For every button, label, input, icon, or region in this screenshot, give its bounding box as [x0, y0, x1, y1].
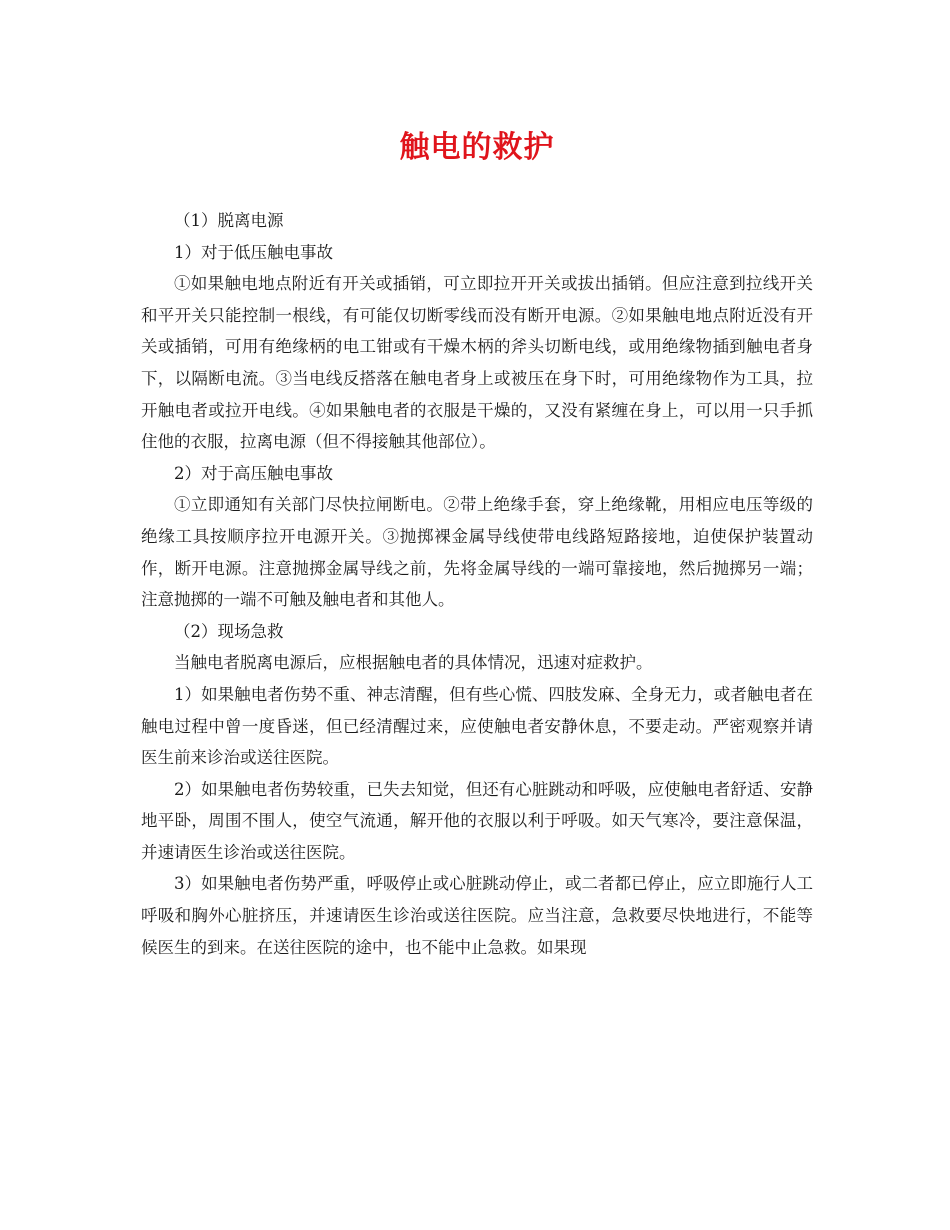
subsection-heading-high-voltage: 2）对于高压触电事故 [174, 463, 333, 483]
section-heading-1: （1）脱离电源 [174, 211, 284, 230]
section-heading-2: （2）现场急救 [174, 621, 284, 641]
paragraph-high-voltage: ①立即通知有关部门尽快拉闸断电。②带上绝缘手套，穿上绝缘靴，用相应电压等级的绝缘工具按顺序拉开电源开关。③抛掷裸金属导线使带电线路短路接地，迫使保护装置动作，断开电源。注意抛掷金属导线之前，先将金属导线的一端可靠接地，然后抛掷另一端；注意抛掷的一端不可触及触电者和其他人。 [141, 495, 813, 610]
subsection-heading-low-voltage: 1）对于低压触电事故 [174, 242, 333, 262]
page-title: 触电的救护 [399, 130, 555, 165]
paragraph-first-aid-2: 2）如果触电者伤势较重，已失去知觉，但还有心脏跳动和呼吸，应使触电者舒适、安静地平卧，周围不围人，使空气流通，解开他的衣服以利于呼吸。如天气寒冷，要注意保温，并速请医生诊治或送往医院。 [141, 779, 813, 862]
paragraph-intro-first-aid: 当触电者脱离电源后，应根据触电者的具体情况，迅速对症救护。 [174, 653, 653, 673]
paragraph-low-voltage: ①如果触电地点附近有开关或插销，可立即拉开开关或拔出插销。但应注意到拉线开关和平开关只能控制一根线，有可能仅切断零线而没有断开电源。②如果触电地点附近没有开关或插销，可用有绝缘柄的电工钳或有干燥木柄的斧头切断电线，或用绝缘物插到触电者身下，以隔断电流。③当电线反搭落在触电者身上或被压在身下时，可用绝缘物作为工具，拉开触电者或拉开电线。④如果触电者的衣服是干燥的，又没有紧缠在身上，可以用一只手抓住他的衣服，拉离电源（但不得接触其他部位）。 [141, 274, 813, 452]
paragraph-first-aid-3: 3）如果触电者伤势严重，呼吸停止或心脏跳动停止，或二者都已停止，应立即施行人工呼吸和胸外心脏挤压，并速请医生诊治或送往医院。应当注意，急救要尽快地进行，不能等候医生的到来。在送往医院的途中，也不能中止急救。如果现 [141, 874, 813, 957]
document-body [141, 205, 813, 963]
paragraph-first-aid-1: 1）如果触电者伤势不重、神志清醒，但有些心慌、四肢发麻、全身无力，或者触电者在触电过程中曾一度昏迷，但已经清醒过来，应使触电者安静休息，不要走动。严密观察并请医生前来诊治或送往医院。 [141, 684, 813, 768]
